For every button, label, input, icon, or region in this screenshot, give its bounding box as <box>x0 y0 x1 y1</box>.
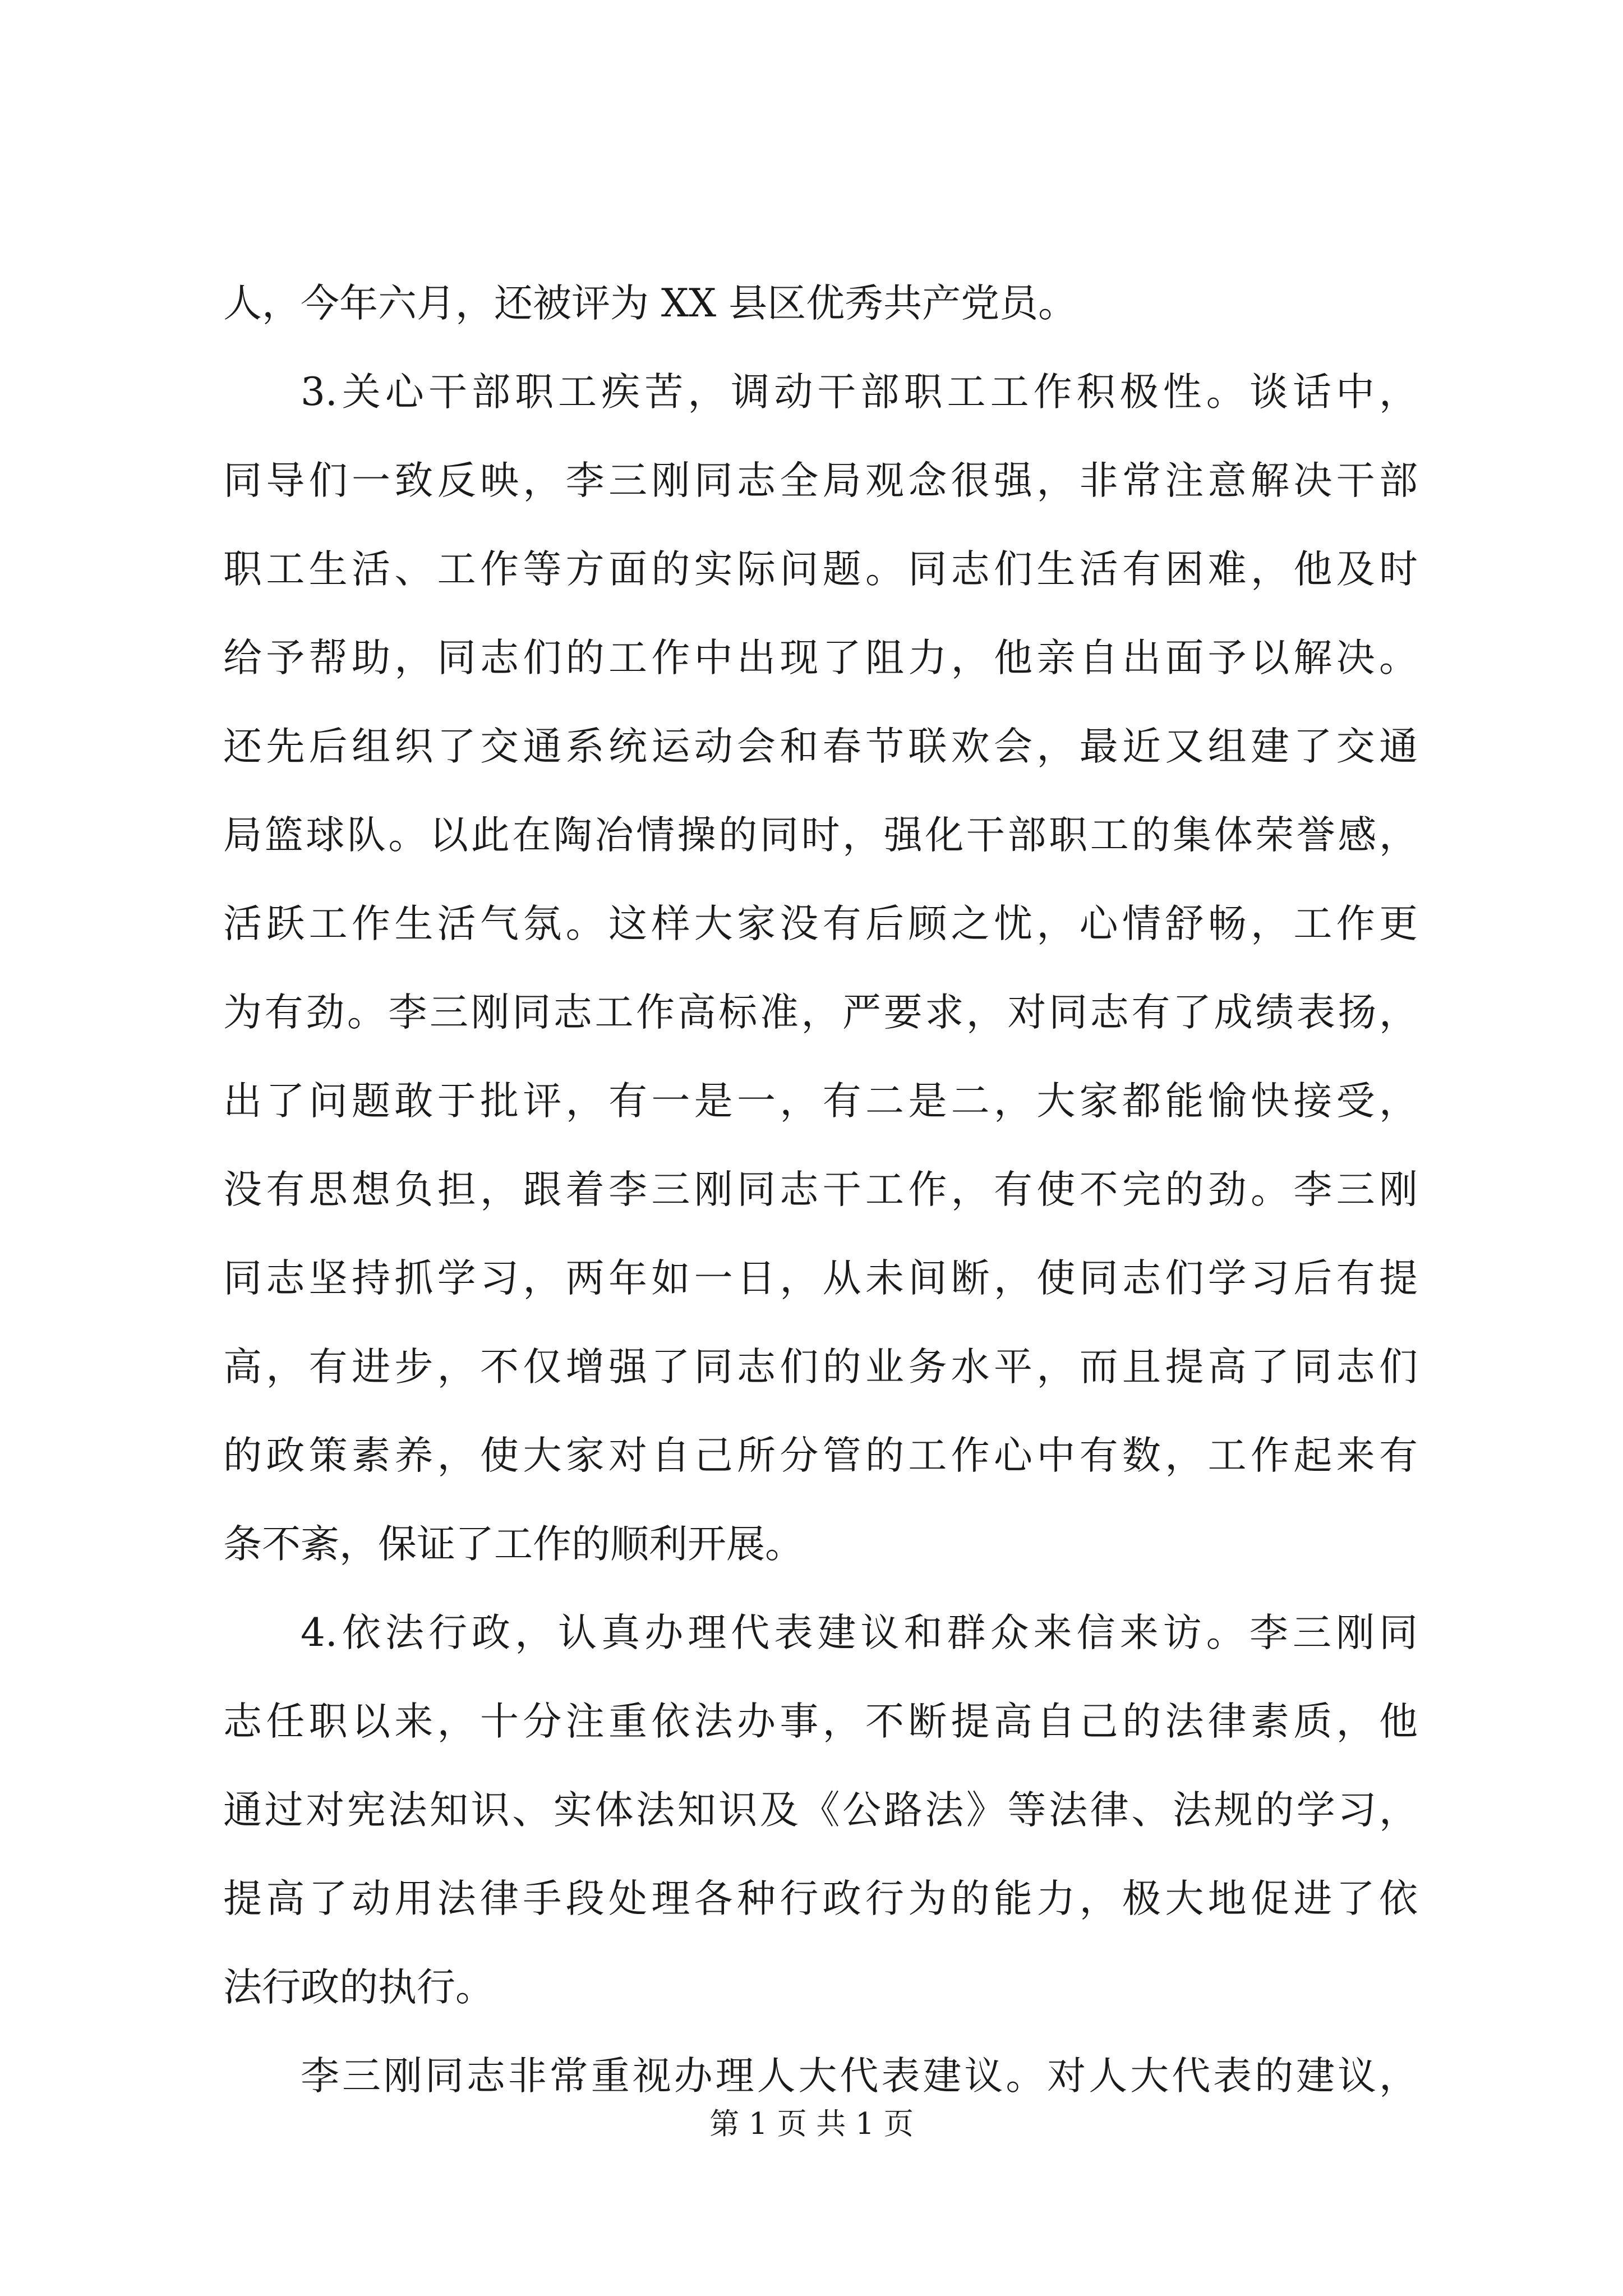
document-body <box>223 259 1418 2120</box>
text-line: 法行政的执行。 <box>223 1965 494 2010</box>
text-line: 3.关心干部职工疾苦，调动干部职工工作积极性。谈话中， <box>301 370 1418 415</box>
text-line: 李三刚同志非常重视办理人大代表建议。对人大代表的建议， <box>301 2054 1418 2099</box>
text-line: 高，有进步，不仅增强了同志们的业务水平，而且提高了同志们 <box>223 1345 1418 1389</box>
text-line: 为有劲。李三刚同志工作高标准，严要求，对同志有了成绩表扬， <box>223 990 1418 1035</box>
text-line: 活跃工作生活气氛。这样大家没有后顾之忧，心情舒畅，工作更 <box>223 901 1418 946</box>
text-line: 给予帮助，同志们的工作中出现了阻力，他亲自出面予以解决。 <box>223 636 1418 680</box>
text-line: 志任职以来，十分注重依法办事，不断提高自己的法律素质，他 <box>223 1699 1418 1744</box>
text-line: 人，今年六月，还被评为 XX 县区优秀共产党员。 <box>223 281 1077 326</box>
text-line: 局篮球队。以此在陶冶情操的同时，强化干部职工的集体荣誉感， <box>223 813 1418 858</box>
text-line: 同导们一致反映，李三刚同志全局观念很强，非常注意解决干部 <box>223 458 1418 503</box>
text-line: 提高了动用法律手段处理各种行政行为的能力，极大地促进了依 <box>223 1876 1418 1921</box>
text-line: 4.依法行政，认真办理代表建议和群众来信来访。李三刚同 <box>301 1611 1418 1655</box>
text-line: 还先后组织了交通系统运动会和春节联欢会，最近又组建了交通 <box>223 724 1418 769</box>
text-line: 同志坚持抓学习，两年如一日，从未间断，使同志们学习后有提 <box>223 1256 1418 1301</box>
text-line: 职工生活、工作等方面的实际问题。同志们生活有困难，他及时 <box>223 547 1418 592</box>
text-line: 条不紊，保证了工作的顺利开展。 <box>223 1522 804 1567</box>
text-line: 没有思想负担，跟着李三刚同志干工作，有使不完的劲。李三刚 <box>223 1167 1418 1212</box>
text-line: 通过对宪法知识、实体法知识及《公路法》等法律、法规的学习， <box>223 1788 1418 1833</box>
text-line: 出了问题敢于批评，有一是一，有二是二，大家都能愉快接受， <box>223 1079 1418 1124</box>
page-footer: 第 1 页 共 1 页 <box>709 2107 914 2141</box>
text-line: 的政策素养，使大家对自己所分管的工作心中有数，工作起来有 <box>223 1433 1418 1478</box>
